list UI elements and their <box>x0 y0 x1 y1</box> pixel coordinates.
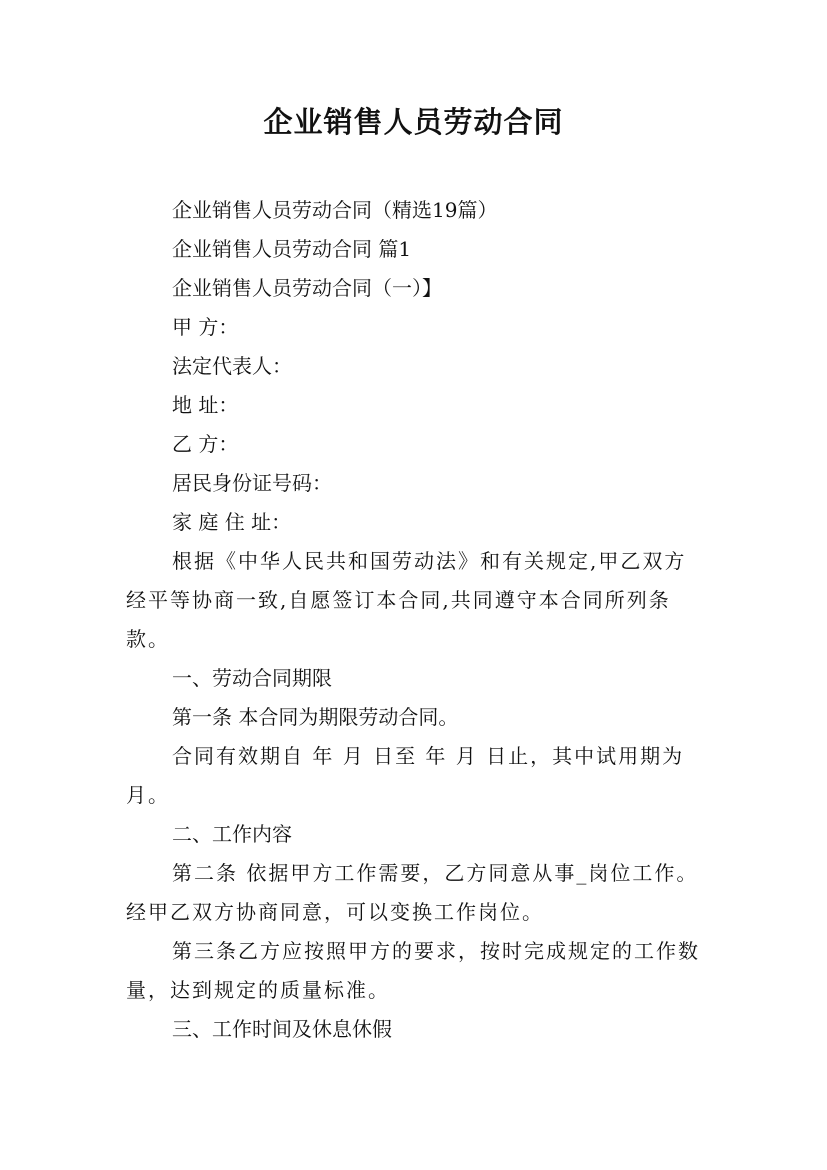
field-legal-representative: 法定代表人： <box>172 354 292 378</box>
article-2: 第二条 依据甲方工作需要，乙方同意从事_岗位工作。经甲乙双方协商同意，可以变换工作岗位。 <box>126 861 699 924</box>
document-body <box>126 191 706 1049</box>
field-home-address: 家 庭 住 址： <box>172 510 292 534</box>
section-heading-contract-term: 一、劳动合同期限 <box>172 666 332 690</box>
section-heading-working-hours: 三、工作时间及休息休假 <box>172 1017 392 1041</box>
section-heading-work-content: 二、工作内容 <box>172 822 292 846</box>
field-party-b: 乙 方： <box>172 432 239 456</box>
field-id-number: 居民身份证号码： <box>172 471 332 495</box>
paragraph-contract-part: 企业销售人员劳动合同（一）】 <box>172 276 442 300</box>
article-3: 第三条乙方应按照甲方的要求，按时完成规定的工作数量，达到规定的质量标准。 <box>126 939 700 1002</box>
paragraph-validity-period: 合同有效期自 年 月 日至 年 月 日止，其中试用期为月。 <box>126 744 685 807</box>
paragraph-collection-title: 企业销售人员劳动合同（精选19篇） <box>172 198 498 222</box>
article-1: 第一条 本合同为期限劳动合同。 <box>172 705 459 729</box>
field-party-a: 甲 方： <box>172 315 239 339</box>
document-title: 企业销售人员劳动合同 <box>263 105 564 139</box>
field-address: 地 址： <box>172 393 239 417</box>
paragraph-preamble: 根据《中华人民共和国劳动法》和有关规定,甲乙双方经平等协商一致,自愿签订本合同,共同遵守本合同所列条款。 <box>126 549 687 651</box>
paragraph-article-number: 企业销售人员劳动合同 篇1 <box>172 237 412 261</box>
